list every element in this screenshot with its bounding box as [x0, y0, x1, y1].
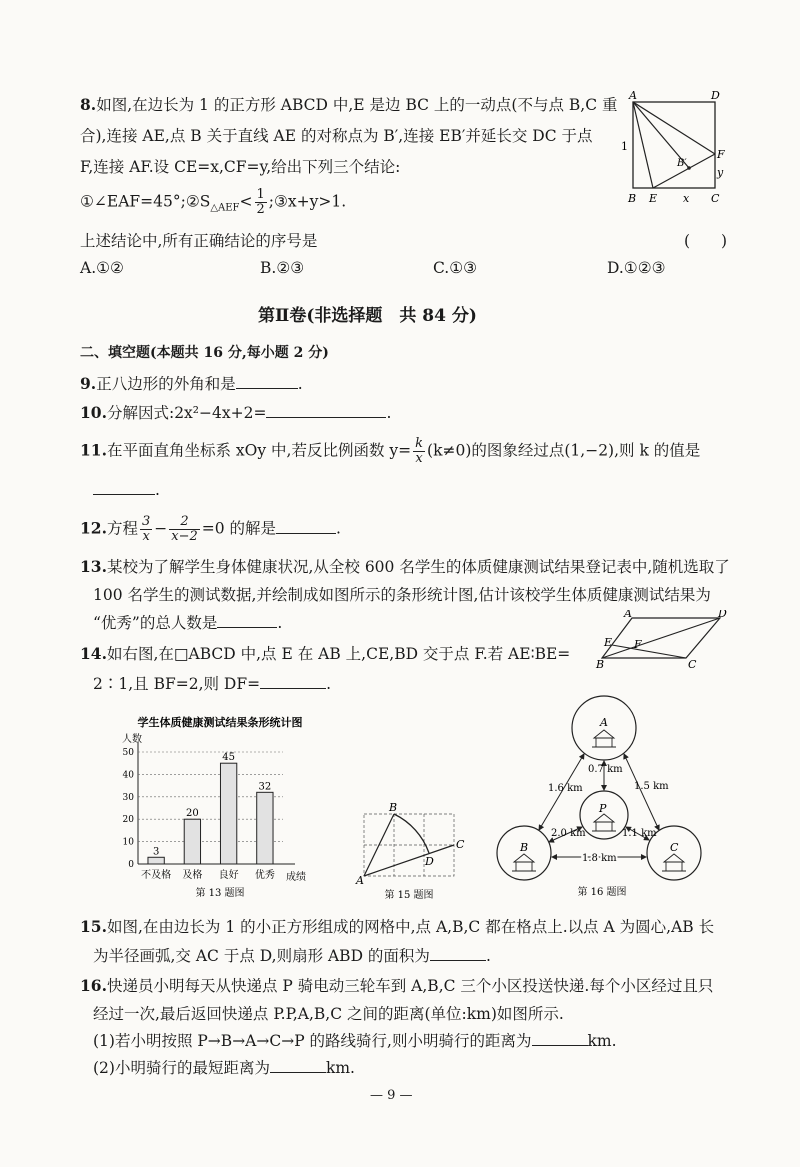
q8-label-f: F: [717, 148, 725, 161]
q16-sub1: [93, 1029, 617, 1051]
chart-category-label: 不及格: [141, 870, 172, 881]
chart-bar: [220, 763, 236, 864]
q13-text-1: 某校为了解学生身体健康状况,从全校 600 名学生的体质健康测试结果登记表中,随机选取了: [106, 558, 730, 576]
chart-y-tick-label: 50: [122, 748, 134, 758]
q8-label-one: 1: [621, 140, 628, 153]
q15-label-b: B: [389, 801, 398, 814]
q14-line-ce: [612, 645, 686, 658]
q16-number: 16.: [80, 976, 107, 995]
chart-bar-value-label: 32: [258, 781, 272, 793]
q14-label-e: E: [604, 636, 613, 649]
house-icon: [592, 730, 616, 747]
chart-y-tick-label: 20: [122, 815, 134, 826]
q8-c1-rest: ;③x+y>1.: [268, 192, 347, 211]
q8-figure: [615, 90, 730, 212]
q8-point-bp: [687, 166, 691, 170]
q8-label-d: D: [711, 90, 720, 102]
q13-answer-blank[interactable]: [217, 626, 277, 628]
q15-text-1: 如图,在由边长为 1 的小正方形组成的网格中,点 A,B,C 都在格点上.以点 A 为圆心,AB 长: [106, 918, 715, 936]
q14-number: 14.: [80, 644, 107, 663]
chart-y-tick-label: 30: [122, 792, 134, 803]
q14-label-b: B: [596, 658, 605, 670]
q12-end: .: [336, 519, 341, 538]
q16-caption: 第 16 题图: [577, 887, 627, 898]
chart-ylabel: 人数: [122, 734, 142, 745]
q16-sub1-text: (1)若小明按照 P→B→A→C→P 的路线骑行,则小明骑行的距离为: [93, 1032, 532, 1050]
q8-line-af: [633, 102, 715, 154]
q8-label-c: C: [711, 192, 720, 205]
q15-end: .: [485, 947, 491, 965]
q8-label-a: A: [629, 90, 637, 102]
chart-y-tick-label: 0: [128, 860, 134, 870]
house-icon: [512, 854, 536, 871]
q8-option-c: C.①③: [433, 259, 478, 277]
chart-title: 学生体质健康测试结果条形统计图: [137, 716, 303, 729]
q8-text-1: 如图,在边长为 1 的正方形 ABCD 中,E 是边 BC 上的一动点(不与点 B,C 重: [96, 96, 618, 114]
q13-end: .: [277, 614, 283, 632]
q12-answer-blank[interactable]: [276, 532, 336, 534]
q16-label-a: A: [600, 716, 608, 729]
q9-answer-blank[interactable]: [236, 387, 298, 389]
q15-answer-blank[interactable]: [430, 959, 486, 961]
chart-category-label: 及格: [182, 870, 203, 881]
chart-bar-value-label: 45: [222, 752, 235, 764]
q16-dist-ap: 0.7 km: [588, 764, 623, 775]
page-number: — 9 —: [370, 1088, 413, 1103]
chart-bar: [148, 857, 164, 864]
q10: [80, 401, 391, 423]
q12-minus: −: [154, 519, 168, 538]
chart-bar: [184, 819, 200, 864]
q16-dist-ab: 1.6 km: [548, 783, 583, 794]
q8-line1: [80, 93, 617, 115]
q15-caption: 第 15 题图: [384, 890, 434, 900]
q11-answer: [93, 481, 160, 499]
q15-label-d: D: [425, 855, 434, 868]
q12-number: 12.: [80, 518, 107, 538]
q8-option-a: A.①②: [80, 259, 124, 277]
q16-label-p: P: [599, 802, 607, 815]
q16-text-1: 快递员小明每天从快递点 P 骑电动三轮车到 A,B,C 三个小区投送快递.每个小区经过且只: [106, 977, 714, 995]
q15-figure: [352, 800, 467, 900]
q15-line-ac: [364, 845, 454, 876]
q9-number: 9.: [80, 374, 97, 393]
q8-line-ae: [633, 102, 653, 188]
q8-label-x: x: [683, 192, 690, 205]
q15-label-a: A: [356, 874, 364, 887]
q8-label-b: B: [628, 192, 637, 205]
q8-line3: F,连接 AF.设 CE=x,CF=y,给出下列三个结论:: [80, 158, 401, 176]
q11-fraction: $\frac{k}{x}$: [415, 436, 424, 466]
q9-end: .: [297, 375, 303, 393]
house-icon: [592, 814, 616, 831]
q16-label-b: B: [520, 841, 529, 854]
q11-answer-blank[interactable]: [93, 493, 155, 495]
q12: [80, 515, 341, 544]
q16-dist-ac: 1.5 km: [634, 781, 669, 792]
q14-line2: [93, 672, 331, 694]
q8-c1-lt: <: [239, 192, 253, 211]
q16-sub2: [93, 1056, 355, 1078]
q8-answer-paren: ( ): [684, 232, 728, 250]
q10-end: .: [386, 404, 392, 422]
q16-circle-p: [580, 791, 628, 839]
fill-blank-header: 二、填空题(本题共 16 分,每小题 2 分): [80, 345, 329, 361]
q11-post: (k≠0)的图象经过点(1,−2),则 k 的值是: [427, 441, 701, 460]
q16-edge-ac: [624, 754, 659, 830]
q8-square: [633, 102, 715, 188]
q14-label-d: D: [718, 610, 727, 620]
q16-dist-pc: 1.1 km: [622, 828, 657, 839]
chart-category-label: 良好: [218, 870, 239, 881]
q8-line2: 合),连接 AE,点 B 关于直线 AE 的对称点为 B′,连接 EB′并延长交 DC 于点: [80, 127, 593, 145]
q16-sub1-answer-blank[interactable]: [532, 1044, 588, 1046]
q12-fraction-1: $\frac{3}{x}$: [141, 514, 151, 544]
house-icon: [662, 854, 686, 871]
q10-text: 分解因式:2x²−4x+2=: [106, 404, 267, 422]
q16-line1: [80, 974, 713, 996]
q16-figure: [494, 690, 714, 900]
q16-sub2-text: (2)小明骑行的最短距离为: [93, 1059, 270, 1077]
q8-option-d: D.①②③: [607, 259, 666, 277]
q8-label-y: y: [717, 166, 724, 179]
q8-c1-sub: △AEF: [210, 202, 240, 214]
q8-c1: ①∠EAF=45°;②S: [80, 192, 211, 211]
q13-text-3: “优秀”的总人数是: [93, 614, 218, 632]
q10-answer-blank[interactable]: [266, 416, 386, 418]
q11-pre: 在平面直角坐标系 xOy 中,若反比例函数 y=: [106, 441, 412, 460]
q13-bar-chart: [108, 712, 328, 902]
q12-fraction-2: $\frac{2}{x-2}$: [171, 514, 198, 544]
q13-line2: 100 名学生的测试数据,并绘制成如图所示的条形统计图,估计该校学生体质健康测试结果为: [93, 586, 711, 604]
q8-prompt: 上述结论中,所有正确结论的序号是: [80, 232, 318, 250]
q16-dist-pb: 2.0 km: [551, 828, 586, 839]
q11-number: 11.: [80, 440, 107, 460]
q16-sub1-unit: km.: [587, 1032, 617, 1050]
q16-line2: 经过一次,最后返回快递点 P.P,A,B,C 之间的距离(单位:km)如图所示.: [93, 1005, 564, 1023]
q15-number: 15.: [80, 917, 107, 936]
q8-label-bp: B′: [677, 158, 687, 169]
q13-line1: [80, 555, 730, 577]
q11: [80, 437, 700, 466]
q16-sub2-unit: km.: [325, 1059, 355, 1077]
q8-half-fraction: $\frac{1}{2}$: [256, 187, 265, 217]
q8-option-b: B.②③: [260, 259, 305, 277]
q11-end: .: [155, 481, 160, 499]
q10-number: 10.: [80, 403, 107, 422]
q14-label-a: A: [624, 610, 632, 620]
q15-label-c: C: [456, 838, 465, 851]
chart-bar: [257, 792, 273, 864]
chart-bar-value-label: 3: [152, 846, 160, 858]
q14-line1: [80, 642, 570, 664]
q16-dist-bc: 1.8 km: [582, 853, 617, 864]
q14-answer-blank[interactable]: [260, 687, 326, 689]
q9: [80, 372, 303, 394]
chart-category-label: 优秀: [254, 870, 275, 881]
q15-line1: [80, 915, 714, 937]
q12-pre: 方程: [106, 519, 138, 538]
q14-figure: [594, 610, 734, 670]
q14-label-f: F: [634, 638, 642, 651]
q14-end: .: [326, 675, 332, 693]
q8-label-e: E: [649, 192, 658, 205]
chart-xlabel: 成绩: [286, 872, 306, 883]
q9-text: 正八边形的外角和是: [96, 375, 236, 393]
chart-y-tick-label: 10: [122, 837, 134, 848]
q15-line2: [93, 944, 491, 966]
q15-text-2: 为半径画弧,交 AC 于点 D,则扇形 ABD 的面积为: [93, 947, 430, 965]
q16-sub2-answer-blank[interactable]: [270, 1071, 326, 1073]
q14-label-c: C: [688, 658, 697, 670]
section-title: 第Ⅱ卷(非选择题 共 84 分): [258, 306, 477, 326]
q8-conclusions: [80, 188, 346, 217]
q13-line3: [93, 611, 282, 633]
chart-bar-value-label: 20: [186, 808, 199, 820]
chart-caption: 第 13 题图: [195, 888, 245, 899]
q8-number: 8.: [80, 95, 97, 114]
q14-text-2: 2∶1,且 BF=2,则 DF=: [93, 675, 261, 693]
q12-post: =0 的解是: [201, 519, 277, 538]
chart-y-tick-label: 40: [122, 770, 134, 781]
q16-label-c: C: [670, 841, 679, 854]
q14-text-1: 如右图,在□ABCD 中,点 E 在 AB 上,CE,BD 交于点 F.若 AE∶BE=: [106, 645, 571, 663]
q13-number: 13.: [80, 557, 107, 576]
